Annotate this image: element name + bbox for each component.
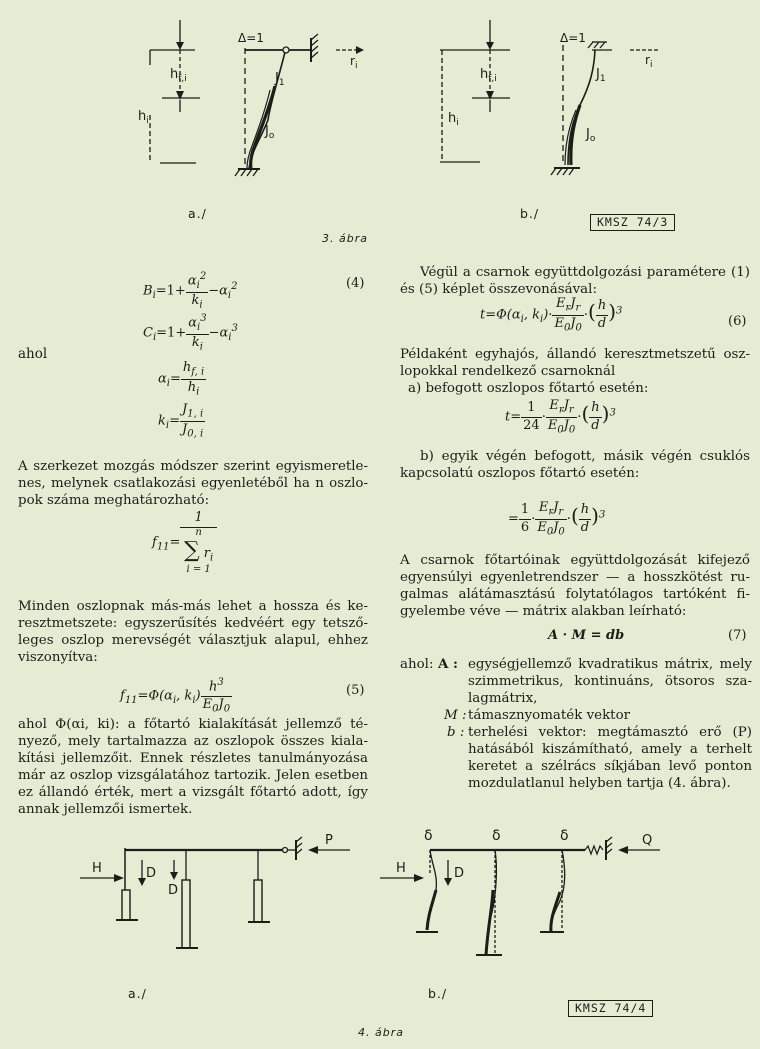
eq4-B: $B_i=1+$ $\frac{\alpha_i^2}{k_i}$ $-\alpha_i^2$ (143, 271, 238, 311)
eq-k: $k_i=$ $\frac{J_{1, i}}{J_{0, i}}$ (158, 402, 204, 440)
eq-a: t= $\frac{1}{24}$ · $\frac{E_rJ_r}{E_0J_0}$ ·( $\frac{h}{d}$ )$^3$ (505, 398, 616, 436)
right-para-3: A csarnok főtartóinak együttdolgozását kifejező egyensúlyi egyenletrendszer — a hosszkötést rugalmas alátámasztású folytatólagos tartóként figyelembe véve — mátrix alakban leírható: (400, 553, 750, 619)
hf-label: $h_{f,i}$ (480, 67, 497, 84)
r-label: $r_i$ (350, 54, 358, 71)
h-label: $h_i$ (448, 111, 459, 128)
eq6-number: (6) (728, 314, 747, 329)
force-H-label: H (92, 861, 102, 876)
force-P-label: P (325, 833, 333, 848)
def-term-A: A : (438, 656, 458, 672)
figure-3-caption: 3. ábra (322, 232, 368, 245)
delta-label: Δ=1 (560, 31, 586, 45)
delta1-label: δ (424, 828, 433, 844)
eq6: $t=\Phi(\alpha_i$, $k_i)\cdot$ $\frac{E_rJ_r}{E_0J_0}$ ·( $\frac{h}{d}$ )$^3$ (480, 296, 623, 334)
def-term-M: M : (444, 708, 467, 723)
force-D-label: D (454, 866, 465, 881)
figure-4-caption: 4. ábra (358, 1026, 404, 1039)
figure-3a-label: a./ (188, 206, 207, 221)
left-para-1: A szerkezet mozgás módszer szerint egyismeretlenes, melynek csatlakozási egyenletéből ha n oszlopok száma meghatározható: (18, 459, 368, 508)
j0-label: $J_o$ (265, 124, 275, 141)
figure-3b-label: b./ (520, 206, 540, 221)
eq-alpha: $\alpha_i=$ $\frac{h_{f, i}}{h_i}$ (158, 360, 205, 398)
definitions (400, 656, 752, 791)
ahol-label: ahol (18, 346, 48, 362)
eq-b: = $\frac{1}{6}$ · $\frac{E_rJ_r}{E_0J_0}$ ·( $\frac{h}{d}$ )$^3$ (508, 500, 606, 538)
left-para-3: ahol Φ(αi, ki): a főtartó kialakítását jellemző tényező, mely tartalmazza az oszlopok összes kialakítási jellemzőit. Ennek részletes tanulmányozása már az oszlop vizsgálatához tartozik. Jelen esetben ez állandó érték, mert a vizsgált főtartó adott, így annak jellemzői ismertek. (18, 717, 368, 817)
eq4-C: $C_i=1+$ $\frac{\alpha_i^3}{k_i}$ $-\alpha_i^3$ (143, 313, 238, 353)
item-a: a) befogott oszlopos főtartó esetén: (408, 381, 649, 396)
figure-4-stamp: KMSZ 74/4 (568, 1000, 653, 1017)
delta3-label: δ (560, 828, 569, 844)
eq7: A · M = db (548, 628, 625, 643)
force-D1-label: D (146, 866, 157, 881)
eq7-number: (7) (728, 628, 747, 643)
right-para-2: Példaként egyhajós, állandó keresztmetszetű oszlopokkal rendelkező csarnoknál (400, 347, 750, 379)
eq5: $f_{11}=\Phi(\alpha_i$, $k_i$) $\frac{h^3}{E_0J_0}$ (120, 677, 231, 715)
figure-3b (430, 20, 670, 180)
figure-3-stamp: KMSZ 74/3 (590, 214, 675, 231)
force-D2-label: D (168, 883, 179, 898)
j1-label: $J_1$ (596, 67, 606, 84)
h-label: $h_i$ (138, 109, 149, 126)
j0-label: $J_o$ (586, 127, 596, 144)
eq5-number: (5) (346, 683, 365, 698)
j1-label: $J_1$ (275, 71, 285, 88)
eq4-number: (4) (346, 276, 365, 291)
hf-label: $h_{f,i}$ (170, 67, 187, 84)
def-term-b: b : (447, 725, 465, 740)
r-label: $r_i$ (645, 53, 653, 70)
force-H-label: H (396, 861, 406, 876)
figure-3a (120, 20, 370, 180)
figure-4b-label: b./ (428, 986, 448, 1001)
delta2-label: δ (492, 828, 501, 844)
eq-f11: $f_{11}=$ 1 n ∑ $r_i$ i = 1 (152, 510, 217, 574)
figure-4a-label: a./ (128, 986, 147, 1001)
force-Q-label: Q (642, 833, 653, 848)
right-para-1: Végül a csarnok együttdolgozási paramétere (1) és (5) képlet összevonásával: (400, 265, 750, 297)
def-prefix: ahol: (400, 657, 434, 672)
def-text-A: egységjellemző kvadratikus mátrix, mely szimmetrikus, kontinuáns, ötsoros szalagmátrix, (468, 657, 752, 706)
def-text-b: terhelési vektor: megtámasztó erő (P) hatásából kiszámítható, amely a terhelt keretet a szélrács síkjában levő ponton mozdulatlanul helyben tartja (4. ábra). (468, 725, 752, 791)
left-para-2: Minden oszlopnak más-más lehet a hossza és keresztmetszete: egyszerűsítés kedvéért egy tetszőleges oszlop merevségét választjuk alapul, ehhez viszonyítva: (18, 599, 368, 665)
item-b: b) egyik végén befogott, másik végén csuklós kapcsolatú oszlopos főtartó esetén: (400, 449, 750, 481)
def-text-M: támasznyomaték vektor (468, 708, 631, 723)
delta-label: Δ=1 (238, 31, 264, 45)
figure-4b (380, 820, 680, 960)
figure-4a (80, 820, 370, 960)
